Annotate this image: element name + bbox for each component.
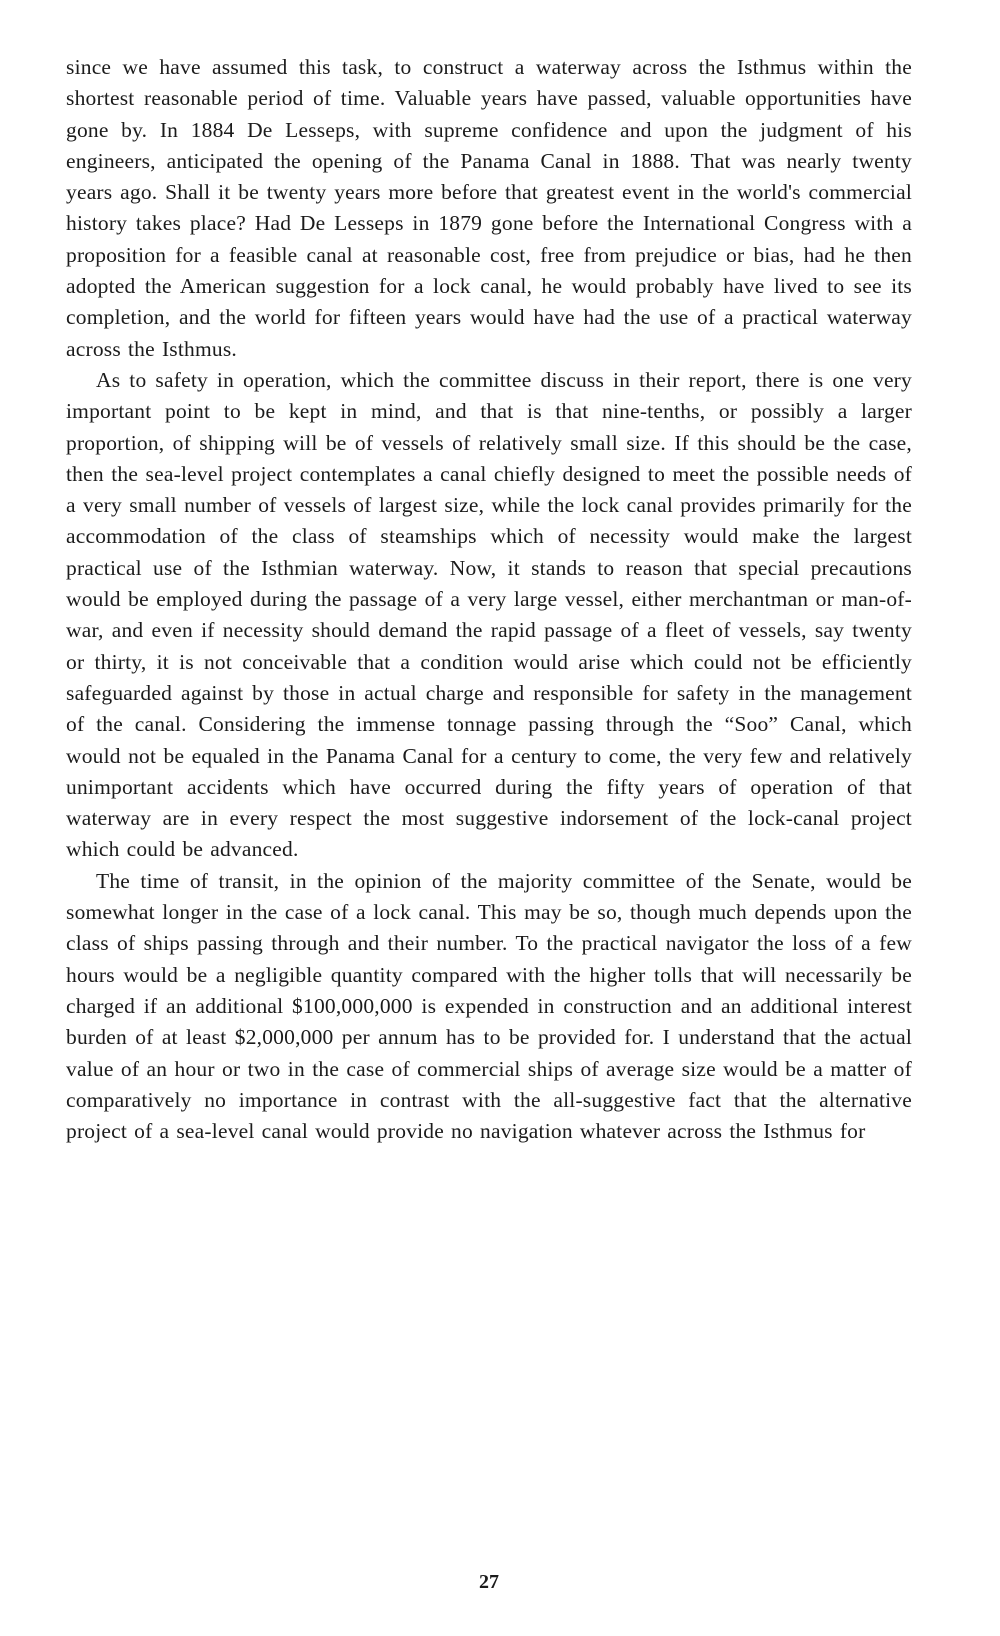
paragraph-safety-in-operation: As to safety in operation, which the committee discuss in their report, there is one very important point to be kept in mind, and that is that nine-tenths, or possibly a larger proportion, of shipping will be of vessels of relatively small size. If this should be the case, then the sea-level project contemplates a canal chiefly designed to meet the possible needs of a very small number of vessels of largest size, while the lock canal provides primarily for the accommodation of the class of steamships which of necessity would make the largest practical use of the Isthmian waterway. Now, it stands to reason that special precautions would be employed during the passage of a very large vessel, either merchantman or man-of-war, and even if necessity should demand the rapid passage of a fleet of vessels, say twenty or thirty, it is not conceivable that a condition would arise which could not be efficiently safeguarded against by those in actual charge and responsible for safety in the management of the canal. Considering the immense tonnage passing through the “Soo” Canal, which would not be equaled in the Panama Canal for a century to come, the very few and relatively unimportant accidents which have occurred during the fifty years of operation of that waterway are in every respect the most suggestive indorsement of the lock-canal project which could be advanced. <box>66 367 912 862</box>
text-block <box>66 52 912 1147</box>
page-number: 27 <box>479 1571 499 1593</box>
paragraph-time-of-transit: The time of transit, in the opinion of the majority committee of the Senate, would be somewhat longer in the case of a lock canal. This may be so, though much depends upon the class of ships passing through and their number. To the practical navigator the loss of a few hours would be a negligible quantity compared with the higher tolls that will necessarily be charged if an additional $100,000,000 is expended in construction and an additional interest burden of at least $2,000,000 per annum has to be provided for. I understand that the actual value of an hour or two in the case of commercial ships of average size would be a matter of comparatively no importance in contrast with the all-suggestive fact that the alternative project of a sea-level canal would provide no navigation whatever across the Isthmus for <box>66 868 912 1144</box>
paragraph-continuation: since we have assumed this task, to construct a waterway across the Isthmus within the shortest reasonable period of time. Valuable years have passed, valuable opportunities have gone by. In 1884 De Lesseps, with supreme confidence and upon the judgment of his engineers, anticipated the opening of the Panama Canal in 1888. That was nearly twenty years ago. Shall it be twenty years more before that greatest event in the world's commercial history takes place? Had De Lesseps in 1879 gone before the International Congress with a proposition for a feasible canal at reasonable cost, free from prejudice or bias, had he then adopted the American suggestion for a lock canal, he would probably have lived to see its completion, and the world for fifteen years would have had the use of a practical waterway across the Isthmus. <box>66 55 912 361</box>
